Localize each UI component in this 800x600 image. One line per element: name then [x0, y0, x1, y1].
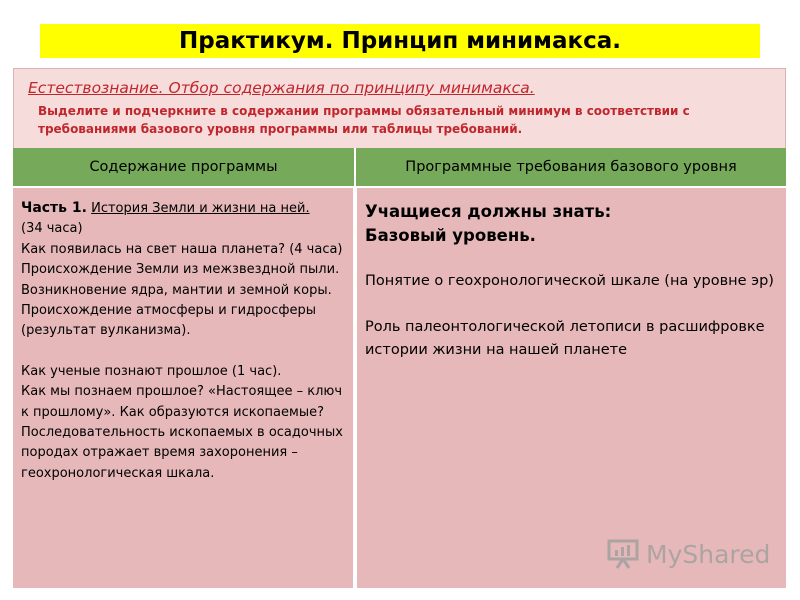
- watermark-text: MyShared: [646, 539, 771, 569]
- part-label: Часть 1.: [21, 200, 87, 216]
- part-heading: [21, 198, 349, 219]
- content-paragraph: Как ученые познают прошлое (1 час).: [21, 363, 282, 379]
- level-heading: Базовый уровень.: [365, 226, 536, 245]
- content-cell: [13, 188, 355, 588]
- intro-heading: Естествознание. Отбор содержания по принципу минимакса.: [28, 79, 535, 97]
- presentation-icon: [606, 538, 640, 570]
- part-topic: История Земли и жизни на ней.: [91, 201, 310, 216]
- content-paragraph: Как мы познаем прошлое? «Настоящее – ключ к прошлому». Как образуются ископаемые? Последовательность ископаемых в осадочных породах отражает время захоронения – геохронологическая шкала.: [21, 384, 343, 481]
- intro-box: [13, 68, 786, 152]
- content-paragraph: Происхождение Земли из межзвездной пыли. Возникновение ядра, мантии и земной коры. Происхождение атмосферы и гидросферы (результат вулканизма).: [21, 262, 340, 339]
- table-header-requirements: Программные требования базового уровня: [356, 148, 786, 186]
- must-know-heading: Учащиеся должны знать:: [365, 202, 612, 221]
- requirement-item: Понятие о геохронологической шкале (на уровне эр): [365, 273, 774, 289]
- requirements-cell: [357, 188, 786, 588]
- content-paragraph: Как появилась на свет наша планета? (4 часа): [21, 241, 343, 257]
- table-header-content: Содержание программы: [13, 148, 356, 186]
- watermark: [606, 538, 770, 570]
- requirement-item: Роль палеонтологической летописи в расшифровке истории жизни на нашей планете: [365, 318, 765, 358]
- part-hours: (34 часа): [21, 221, 83, 237]
- intro-instruction: Выделите и подчеркните в содержании программы обязательный минимум в соответствии с требованиями базового уровня программы или таблицы требований.: [38, 104, 690, 136]
- page-title: Практикум. Принцип минимакса.: [40, 24, 760, 58]
